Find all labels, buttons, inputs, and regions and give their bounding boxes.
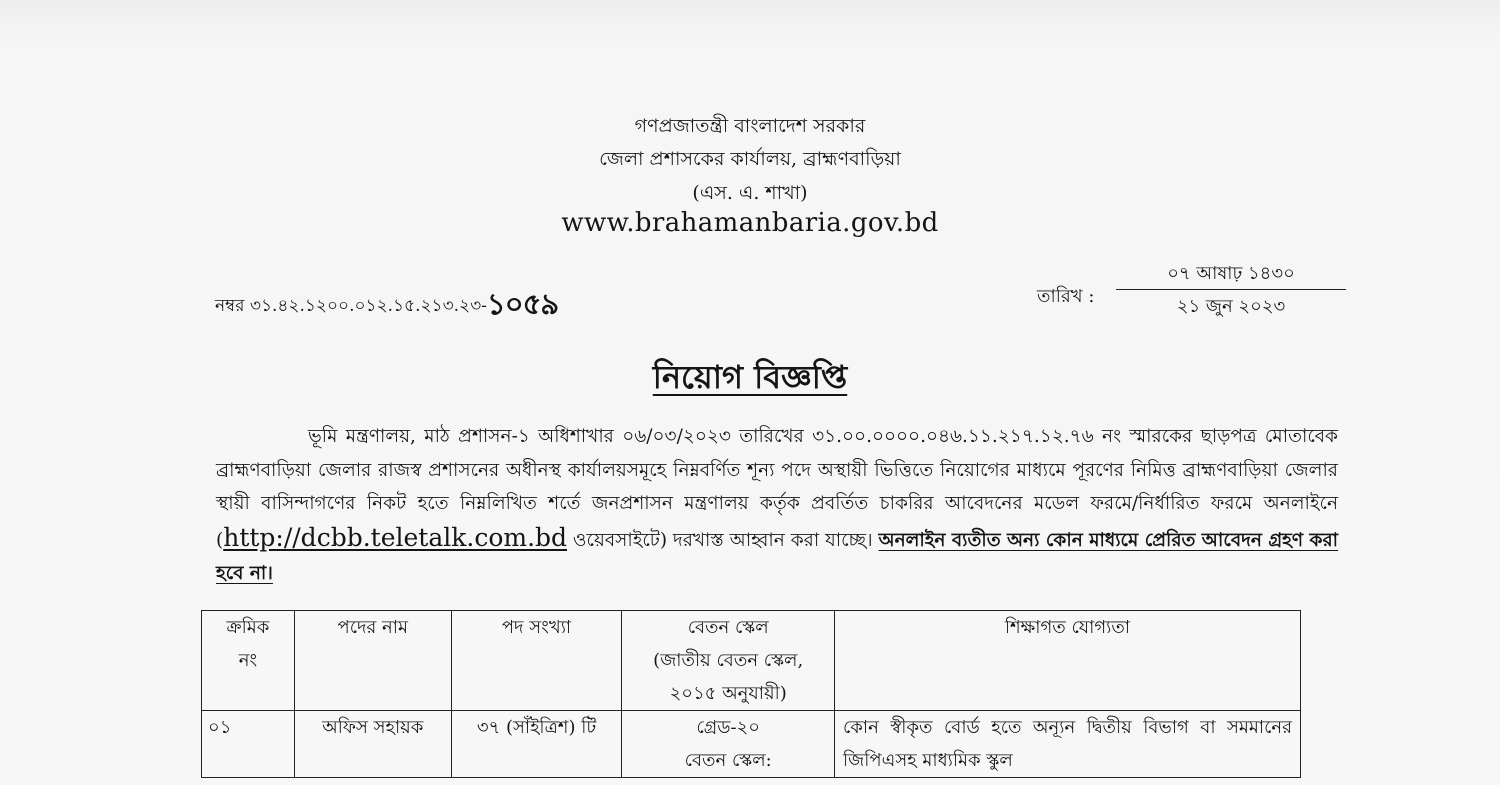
row-scale (622, 711, 835, 778)
header-count: পদ সংখ্যা (451, 611, 622, 711)
table-header-row (202, 611, 1301, 711)
row-post: অফিস সহায়ক (294, 711, 451, 778)
application-link[interactable]: http://dcbb.teletalk.com.bd (223, 522, 568, 552)
body-text-after-link: ওয়েবসাইটে) দরখাস্ত আহ্বান করা যাচ্ছে। (567, 529, 879, 551)
table-row (202, 711, 1301, 778)
header-serial-line-1: ক্রমিক (226, 617, 270, 638)
row-scale-label: বেতন স্কেল: (684, 750, 772, 771)
header-scale (622, 611, 835, 711)
date-english: ২১ জুন ২০২৩ (1176, 296, 1286, 317)
government-name: গণপ্রজাতন্ত্রী বাংলাদেশ সরকার (634, 115, 866, 137)
header-qualification: শিক্ষাগত যোগ্যতা (835, 611, 1301, 711)
website-address: www.brahamanbaria.gov.bd (561, 208, 939, 238)
date-block (1116, 259, 1346, 320)
branch-name: (এস. এ. শাখা) (692, 182, 808, 204)
date-bangla: ০৭ আষাঢ় ১৪৩০ (1116, 259, 1346, 290)
header-serial-line-2: নং (238, 650, 258, 671)
notice-title-text: নিয়োগ বিজ্ঞপ্তি (652, 358, 848, 396)
memo-number-prefix: নম্বর ৩১.৪২.১২০০.০১২.১৫.২১৩.২৩- (215, 296, 487, 316)
header-scale-line-2: (জাতীয় বেতন স্কেল, (653, 650, 804, 671)
vacancy-table (201, 610, 1301, 778)
notice-body (216, 420, 1338, 591)
date-label: তারিখ : (1037, 286, 1095, 307)
row-grade: গ্রেড-২০ (696, 717, 760, 738)
row-serial: ০১ (202, 711, 295, 778)
online-only-notice: অনলাইন ব্যতীত অন্য কোন মাধ্যমে প্রেরিত আবেদন গ্রহণ করা হবে না। (216, 529, 1339, 584)
header-serial (202, 611, 295, 711)
memo-number-handwritten: ১০৫৯ (486, 287, 559, 321)
row-qualification: কোন স্বীকৃত বোর্ড হতে অন্যূন দ্বিতীয় বিভাগ বা সমমানের জিপিএসহ মাধ্যমিক স্কুল (835, 711, 1301, 778)
memo-number (215, 282, 558, 331)
header-scale-line-1: বেতন স্কেল (687, 617, 769, 638)
notice-title (0, 352, 1500, 406)
header-scale-line-3: ২০১৫ অনুযায়ী) (669, 683, 787, 704)
body-text-before-link: ভূমি মন্ত্রণালয়, মাঠ প্রশাসন-১ অধিশাখার ০৬/০৩/২০২৩ তারিখের ৩১.০০.০০০০.০৪৬.১১.২১৭.১২.৭৬ নং স্মারকের ছাড়পত্র মোতাবেক ব্রাহ্মণবাড়িয়া জেলার রাজস্ব প্রশাসনের অধীনস্থ কার্যালয়সমূহে নিম্নবর্ণিত শূন্য পদে অস্থায়ী ভিত্তিতে নিয়োগের মাধ্যমে পূরণের নিমিত্ত ব্রাহ্মণবাড়িয়া জেলার স্থায়ী বাসিন্দাগণের নিকট হতে নিম্নলিখিত শর্তে জনপ্রশাসন মন্ত্রণালয় কর্তৃক প্রবর্তিত চাকরির আবেদনের মডেল ফরমে/নির্ধারিত ফরমে অনলাইনে ( (216, 426, 1338, 551)
header-post: পদের নাম (294, 611, 451, 711)
office-name: জেলা প্রশাসকের কার্যালয়, ব্রাহ্মণবাড়িয়া (599, 148, 901, 170)
row-count: ৩৭ (সাঁইত্রিশ) টি (451, 711, 622, 778)
